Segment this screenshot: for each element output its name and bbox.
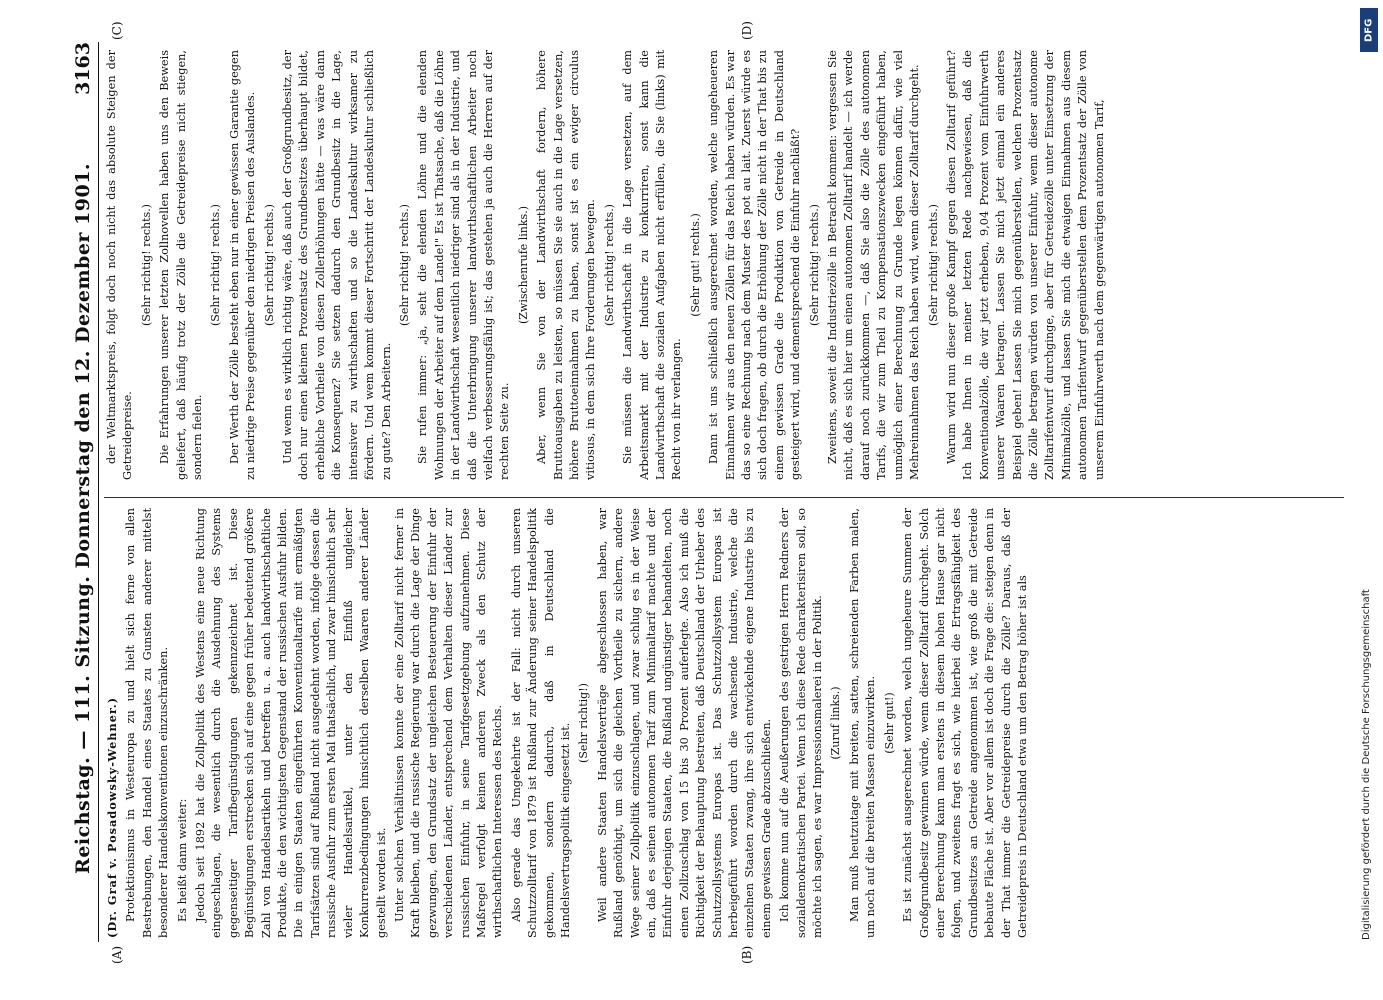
interjection: (Zuruf links.) [829, 686, 843, 760]
interjection: (Sehr richtig! rechts.) [397, 204, 411, 326]
document-page [40, 0, 1370, 1000]
paragraph: Protektionismus in Westeuropa zu und hielt sich ferne von allen Bestrebungen, den Handel eines Staates zu Gunsten anderer mittelst besonderer Handelskonventionen einzuschränken. [124, 508, 171, 938]
column-divider [104, 497, 1344, 498]
right-column [104, 50, 1354, 480]
margin-marker-d: (D) [740, 21, 754, 40]
paragraph: Jedoch seit 1892 hat die Zollpolitik des Westens eine neue Richtung eingeschlagen, die wesentlich durch die Ausdehnung des Systems gegenseitiger Tarifbegünstigungen gekennzeichnet ist. Diese Begünstigungen erstrecken sich auf eine gegen früher bedeutend größere Zahl von Handelsartikeln und betreffen u. a. auch landwirthschaftliche Produkte, die den wichtigsten Gegenstand der russischen Ausfuhr bilden. Die in einigen Staaten eingeführten Konventionaltarife mit ermäßigten Tarifsätzen sind auf Rußland nicht ausgedehnt worden, infolge dessen die russische Ausfuhr zum ersten Mal thatsächlich, und zwar hinsichtlich sehr vieler Handelsartikel, unter den Einfluß ungleicher Konkurrenzbedingungen hinsichtlich derselben Waaren anderer Länder gestellt worden ist. [194, 508, 388, 938]
right-paragraphs [104, 50, 1108, 480]
dfg-caption: Digitalisierung gefördert durch die Deutsche Forschungsgemeinschaft [1361, 589, 1372, 940]
left-paragraphs [123, 508, 1031, 938]
paragraph: Es heißt dann weiter: [175, 798, 189, 922]
interjection: (Sehr gut! rechts.) [688, 213, 702, 317]
left-column [104, 508, 1354, 938]
paragraph: Unter solchen Verhältnissen konnte der eine Zolltarif nicht ferner in Kraft bleiben, und die russische Regierung war durch die Lage der Dinge gezwungen, den Grundsatz der ungleichen Besteuerung der Einfuhr der verschiedenen Länder, entsprechend dem Verhalten dieser Länder zur russischen Einfuhr, in seine Tarifgesetzgebung aufzunehmen. Diese Maßregel verfolgt keinen anderen Zweck als den Schutz der wirthschaftlichen Interessen des Reichs. [392, 508, 505, 938]
paragraph: Sie müssen die Landwirthschaft in die Lage versetzen, auf dem Arbeitsmarkt mit der Industrie zu konkurriren, sonst kann die Landwirthschaft die sozialen Aufgaben nicht erfüllen, die Sie (links) mit Recht von ihr verlangen. [621, 50, 684, 480]
margin-marker-c: (C) [110, 21, 124, 40]
page-header [50, 42, 99, 942]
interjection: (Sehr richtig! rechts.) [262, 204, 276, 326]
paragraph: Warum wird nun dieser große Kampf gegen diesen Zolltarif geführt? Ich habe Ihnen in meiner letzten Rede nachgewiesen, daß die Konventionalzölle, die wir jetzt erheben, 9,04 Prozent vom Einfuhrwerth unserer Waaren betragen. Lassen Sie mich jetzt einmal ein anderes Beispiel geben! Lassen Sie mich gegenüberstellen, welchen Prozentsatz die Zölle betragen würden von unserer Einfuhr, wenn dieser autonome Zolltarifentwurf durchginge, aber für Getreidezölle unter Einsetzung der Minimalzölle, und lassen Sie mich die etwaigen Einnahmen aus diesem autonomen Tarifentwurf gegenüberstellen dem Prozentsatz der Zölle von unserem Einfuhrwerth nach dem gegenwärtigen autonomen Tarif, [944, 50, 1106, 480]
interjection: (Sehr richtig! rechts.) [926, 204, 940, 326]
paragraph: Es ist zunächst ausgerechnet worden, welch ungeheure Summen der Großgrundbesitz gewinnen würde, wenn dieser Zolltarif durchgeht. Solch einer Berechnung kann man erstens in diesem hohen Hause gar nicht folgen, und zweitens fragt es sich, wie hierbei die Ertragsfähigkeit des Grundbesitzes an Getreide angenommen ist, wie groß die mit Getreide bebaute Fläche ist. Aber vor allem ist doch die Frage die: steigen denn in der That immer die Getreidepreise durch die Zölle? Daraus, daß der Getreidepreis in Deutschland etwa um den Betrag höher ist als [901, 508, 1029, 938]
paragraph: Man muß heutzutage mit breiten, satten, schreienden Farben malen, um noch auf die breiten Massen einzuwirken. [847, 508, 878, 938]
interjection: (Sehr richtig! rechts.) [602, 204, 616, 326]
interjection: (Sehr richtig! rechts.) [807, 204, 821, 326]
paragraph: Also gerade das Umgekehrte ist der Fall: nicht durch unseren Schutzzolltarif von 1879 ist Rußland zur Änderung seiner Handelspolitik gekommen, sondern dadurch, daß in Deutschland die Handelsvertragspolitik eingesetzt ist. [509, 508, 572, 938]
interjection: (Sehr richtig! rechts.) [139, 204, 153, 326]
interjection: (Sehr richtig!) [577, 683, 591, 763]
page-number: 3163 [72, 42, 94, 95]
dfg-stamp [1359, 6, 1379, 986]
paragraph: Dann ist uns schließlich ausgerechnet worden, welche ungeheueren Einnahmen wir aus den neuen Zöllen für das Reich haben würden. Es war das so eine Rechnung nach dem Muster des pot au lait. Zuerst würde es sich doch fragen, ob durch die Erhöhung der Zölle nicht in der That bis zu einem gewissen Grade die Produktion von Getreide in Deutschland gesteigert wird, und dementsprechend die Einfuhr nachläßt? [707, 50, 803, 480]
margin-marker-a: (A) [110, 945, 124, 964]
paragraph: Aber, wenn Sie von der Landwirthschaft fordern, höhere Bruttoausgaben zu leisten, so müssen Sie sie auch in die Lage versetzen, höhere Bruttoeinnahmen zu haben, sonst ist es ein ewiger circulus vitiosus, in dem sich Ihre Forderungen bewegen. [535, 50, 598, 480]
header-title: Reichstag. — 111. Sitzung. Donnerstag den 12. Dezember 1901. [72, 162, 94, 874]
interjection: (Sehr gut!) [882, 692, 896, 754]
paragraph: Die Erfahrungen unserer letzten Zollnovellen haben uns den Beweis geliefert, daß häufig trotz der Zölle die Getreidepreise nicht stiegen, sondern fielen. [158, 50, 205, 480]
margin-marker-b: (B) [740, 945, 754, 964]
paragraph: der Weltmarktspreis, folgt doch noch nicht das absolute Steigen der Getreidepreise. [105, 50, 135, 480]
interjection: (Zwischenrufe links.) [516, 206, 530, 324]
paragraph: Weil andere Staaten Handelsverträge abgeschlossen haben, war Rußland genöthigt, um sich die gleichen Vortheile zu sichern, andere Wege seiner Zollpolitik einzuschlagen, und zwar schlug es in der Weise ein, daß es seinen autonomen Tarif zum Minimaltarif machte und der Einfuhr derjenigen Staaten, die Rußland ungünstiger behandelten, noch einen Zollzuschlag von 15 bis 30 Prozent auferlegte. Also ich muß die Richtigkeit der Behauptung bestreiten, daß Deutschland der Urheber des Schutzzollsystems Europas ist. Das Schutzzollsystem Europas ist herbeigeführt worden durch die wachsende Industrie, welche die einzelnen Staaten zwang, ihre sich entwickelnde eigene Industrie bis zu einem gewissen Grade abzuschließen. [595, 508, 773, 938]
speaker-label: (Dr. Graf v. Posadowsky-Wehner.) [105, 696, 119, 938]
interjection: (Sehr richtig! rechts.) [209, 204, 223, 326]
paragraph: Und wenn es wirklich richtig wäre, daß auch der Großgrundbesitz, der doch nur einen kleinen Prozentsatz des Grundbesitzes überhaupt bildet, erhebliche Vortheile von diesen Zollerhöhungen hätte — was wäre dann die Konsequenz? Sie setzen dadurch den Grundbesitz in die Lage, intensiver zu wirthschaften und so die Landeskultur wirksamer zu fördern. Und wem kommt dieser Fortschritt der Landeskultur schließlich zu gute? Den Arbeitern. [281, 50, 393, 480]
paragraph: Der Werth der Zölle besteht eben nur in einer gewissen Garantie gegen zu niedrige Preise gegenüber den niedrigen Preisen des Auslandes. [227, 50, 258, 480]
paragraph: Sie rufen immer: „ja, seht die elenden Löhne und die elenden Wohnungen der Arbeiter auf dem Lande!" Es ist Thatsache, daß die Löhne in der Landwirthschaft wesentlich niedriger sind als in der Industrie, und daß die Unterbringung unserer landwirthschaftlichen Arbeiter noch vielfach verbesserungsfähig ist; das gestehen ja auch die Herren auf der rechten Seite zu. [416, 50, 512, 480]
paragraph: Ich komme nun auf die Aeußerungen des gestrigen Herrn Redners der sozialdemokratischen Partei. Wenn ich diese Rede charakterisiren soll, so möchte ich sagen, es war Impressionsmalerei in der Politik. [778, 508, 825, 938]
dfg-logo: DFG [1360, 8, 1378, 52]
paragraph: Zweitens, soweit die Industriezölle in Betracht kommen: vergessen Sie nicht, daß es sich hier um einen autonomen Zolltarif handelt — ich werde darauf noch zurückkommen —, daß Sie also die Zölle des autonomen Tarifs, die wir zum Theil zu Kompensationszwecken eingeführt haben, unmöglich einer Berechnung zu Grunde legen können dafür, wie viel Mehreinnahmen das Reich haben wird, wenn dieser Zolltarif durchgeht. [826, 50, 922, 480]
